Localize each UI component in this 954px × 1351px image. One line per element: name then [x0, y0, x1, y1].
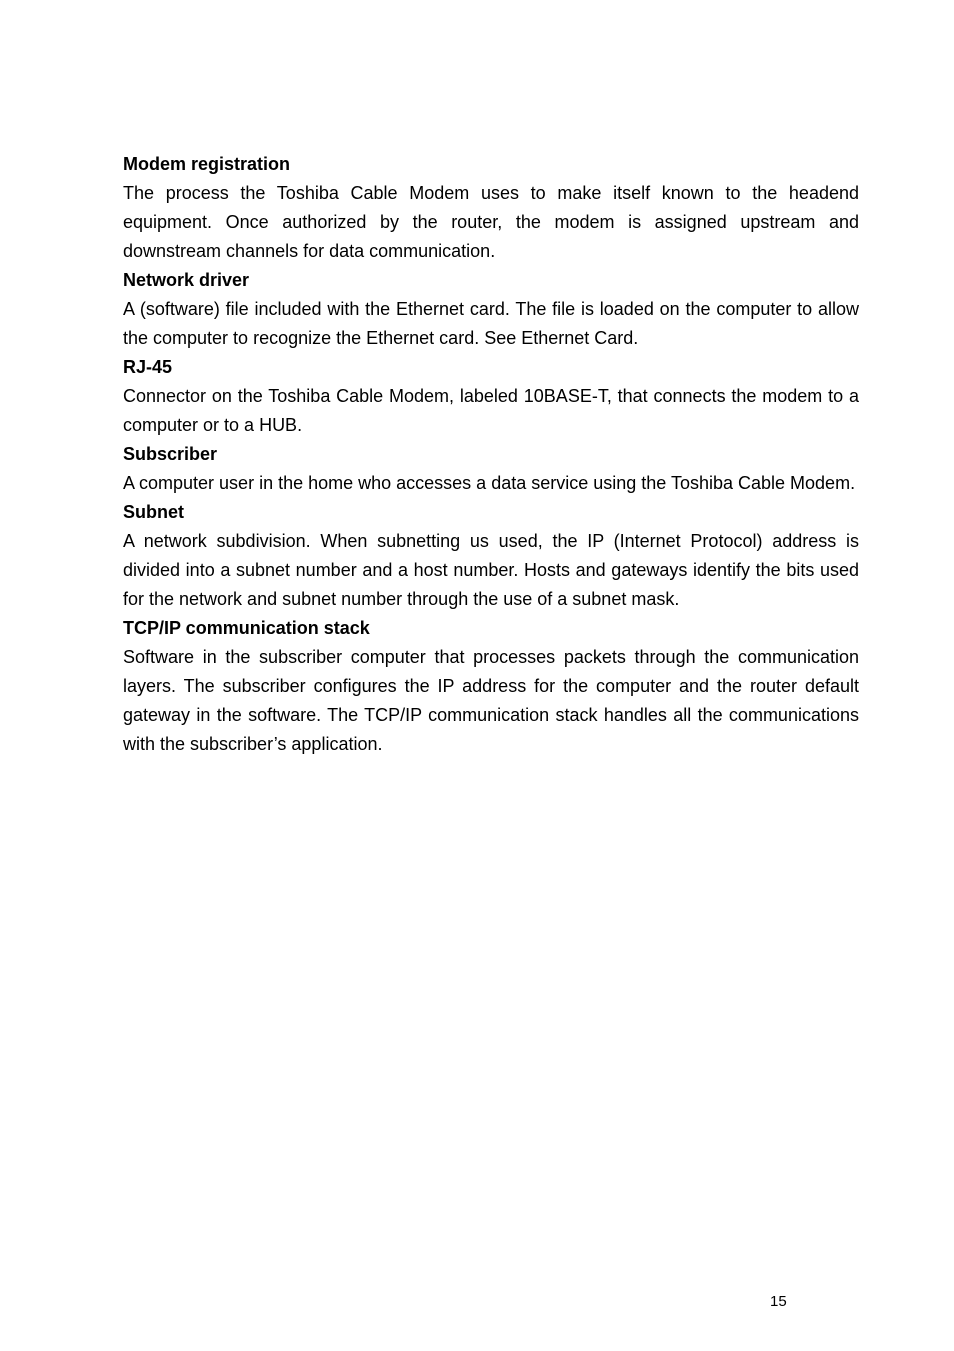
glossary-definition: The process the Toshiba Cable Modem uses to make itself known to the headend equipment. Once authorized by the router, the modem is assigned upstream and downstream channels for data communication. — [123, 183, 859, 261]
glossary-definition: A network subdivision. When subnetting us used, the IP (Internet Protocol) address is divided into a subnet number and a host number. Hosts and gateways identify the bits used for the network and subnet number through the use of a subnet mask. — [123, 531, 859, 609]
glossary-definition: A (software) file included with the Ethernet card. The file is loaded on the computer to allow the computer to recognize the Ethernet card. See Ethernet Card. — [123, 299, 859, 348]
glossary-definition: Connector on the Toshiba Cable Modem, labeled 10BASE-T, that connects the modem to a computer or to a HUB. — [123, 386, 859, 435]
glossary-term: Network driver — [123, 270, 250, 290]
glossary-term: Subnet — [123, 502, 184, 522]
glossary — [123, 150, 859, 759]
glossary-term: Subscriber — [123, 444, 218, 464]
glossary-term: Modem registration — [123, 154, 291, 174]
glossary-definition: A computer user in the home who accesses a data service using the Toshiba Cable Modem. — [123, 473, 856, 493]
glossary-term: RJ-45 — [123, 357, 173, 377]
glossary-definition: Software in the subscriber computer that processes packets through the communication layers. The subscriber configures the IP address for the computer and the router default gateway in the software. The TCP/IP communication stack handles all the communications with the subscriber’s application. — [123, 647, 859, 754]
page-number: 15 — [770, 1293, 787, 1310]
glossary-term: TCP/IP communication stack — [123, 618, 370, 638]
